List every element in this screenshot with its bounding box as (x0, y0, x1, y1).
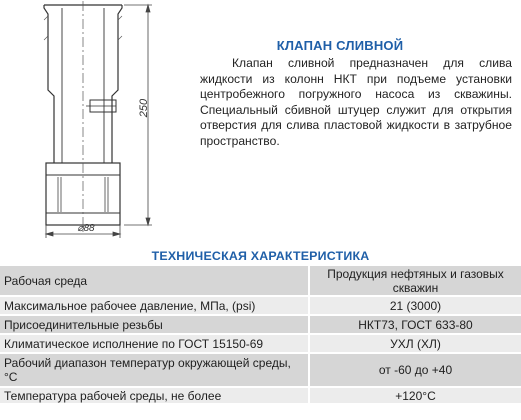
spec-param: Присоединительные резьбы (0, 316, 308, 333)
spec-title: ТЕХНИЧЕСКАЯ ХАРАКТЕРИСТИКА (151, 249, 370, 263)
product-heading: КЛАПАН СЛИВНОЙ (276, 38, 404, 53)
table-row (0, 297, 521, 314)
spec-value: УХЛ (ХЛ) (308, 335, 521, 352)
description-line: отверстия для слива пластовой жидкости в затрубное (200, 118, 512, 133)
product-description (200, 56, 512, 150)
spec-param: Максимальное рабочее давление, МПа, (psi) (0, 297, 308, 314)
spec-param: Рабочая среда (0, 266, 308, 295)
spec-value: 21 (3000) (308, 297, 521, 314)
description-line: пространство. (200, 133, 280, 148)
description-line: Клапан сливной предназначен для слива (232, 56, 512, 70)
spec-value: НКТ73, ГОСТ 633-80 (308, 316, 521, 333)
spec-table (0, 264, 521, 405)
spec-param: Климатическое исполнение по ГОСТ 15150-69 (0, 335, 308, 352)
spec-param: Рабочий диапазон температур окружающей среды, °С (0, 354, 308, 386)
spec-value: Продукция нефтяных и газовых скважин (308, 266, 521, 295)
table-row (0, 316, 521, 333)
valve-technical-drawing (0, 0, 160, 240)
height-dimension-label: 250 (138, 98, 150, 118)
table-row (0, 354, 521, 386)
spec-value: +120°С (308, 388, 521, 403)
description-line: Специальный сбивной штуцер служит для открытия (200, 102, 512, 117)
table-row (0, 388, 521, 403)
description-line: жидкости из колонн НКТ при подъеме установки (200, 71, 512, 86)
spec-value: от -60 до +40 (308, 354, 521, 386)
diameter-dimension-label: ⌀88 (77, 223, 95, 234)
spec-param: Температура рабочей среды, не более (0, 388, 308, 403)
description-line: центробежного погружного насоса из скважины. (200, 87, 512, 102)
table-row (0, 335, 521, 352)
table-row (0, 266, 521, 295)
